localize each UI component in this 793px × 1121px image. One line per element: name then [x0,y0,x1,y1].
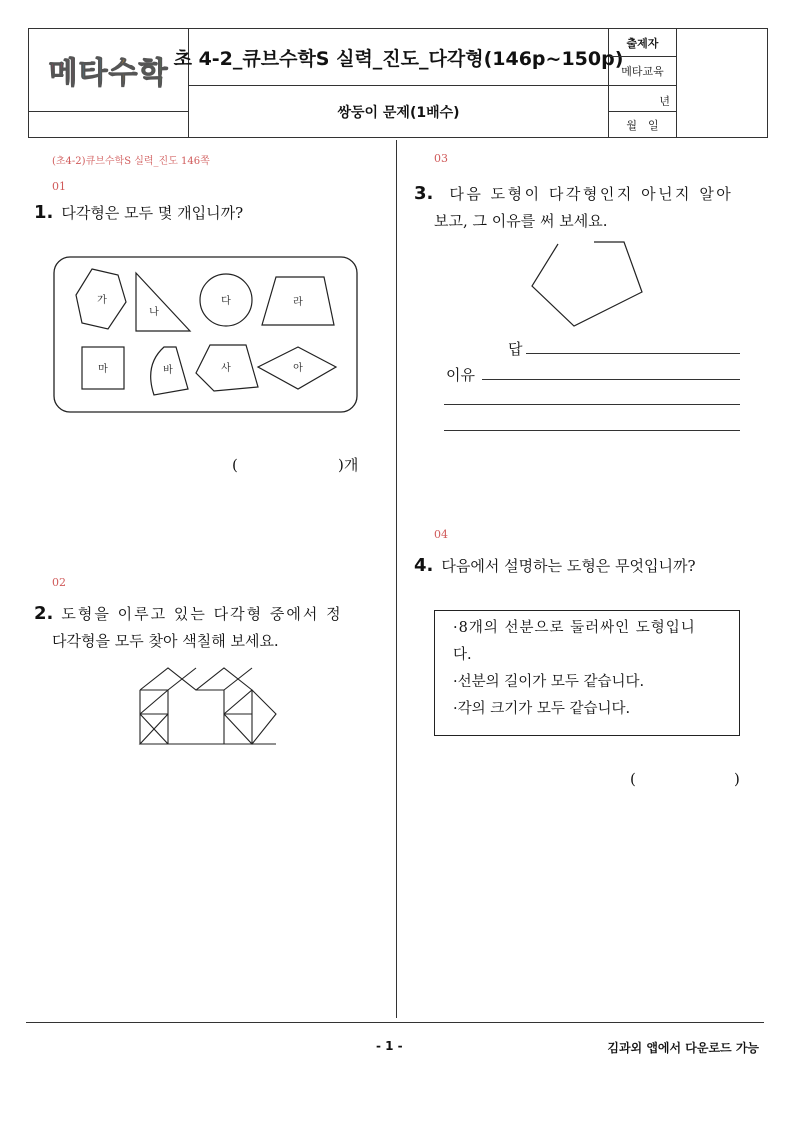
q3-text-line2: 보고, 그 이유를 써 보세요. [434,212,608,230]
author-label: 출제자 [626,36,659,50]
shape-label: 사 [221,363,231,374]
q4-text: 다음에서 설명하는 도형은 무엇입니까? [441,557,696,575]
shape-triangle [136,273,190,331]
q3-question [414,181,744,207]
q4-box-line1: ·8개의 선분으로 둘러싸인 도형입니 [453,620,696,636]
q2-label: 2. [34,603,54,624]
shape-label: 나 [149,307,159,318]
q3-reason-line-3 [444,430,740,431]
q1-answer-open: ( [232,456,238,474]
q1-shapes-figure [52,255,360,415]
footer-note: 김과외 앱에서 다운로드 가능 [607,1041,759,1055]
q1-answer [232,452,238,478]
author-label-cell [609,29,677,57]
year-cell [609,86,677,112]
q1-text: 다각형은 모두 몇 개입니까? [61,204,244,222]
header-table [28,28,768,138]
q4-question [414,553,696,579]
q4-box-line2: 다. [453,647,472,663]
q4-box-line4: ·각의 크기가 모두 같습니다. [453,701,631,717]
q3-number: 03 [434,152,448,165]
q2-figure [138,664,278,748]
q4-box-line3: ·선분의 길이가 모두 같습니다. [453,674,645,690]
q4-number: 04 [434,528,448,541]
logo: 메타수학 [48,56,169,91]
q2-question [34,601,364,627]
footer-rule [26,1022,764,1023]
q2-text-line1: 도형을 이루고 있는 다각형 중에서 정 [61,605,343,623]
q1-answer-close-wrap [338,452,358,478]
q3-label: 3. [414,183,434,204]
q2-question-line2 [52,628,279,654]
q3-text-line1: 다음 도형이 다각형인지 아닌지 알아 [449,185,734,203]
q3-answer-label: 답 [508,340,523,358]
shape-label: 다 [221,296,231,307]
q3-reason-line-2 [444,404,740,405]
year-label: 년 [659,95,670,108]
shape-label: 마 [98,364,108,375]
shape-label: 바 [163,365,173,376]
author-value: 메타교육 [621,65,664,78]
page-number: - 1 - [376,1039,403,1053]
shape-label: 가 [97,295,107,306]
logo-bottom-cell [29,112,189,138]
page-title: 초 4-2_큐브수학S 실력_진도_다각형(146p~150p) [173,47,624,70]
q4-description-box [434,610,740,736]
q1-number: 01 [52,180,66,193]
subtitle: 쌍둥이 문제(1배수) [337,105,460,121]
q3-figure [528,238,648,330]
q1-answer-close: )개 [338,456,359,474]
column-divider [396,140,397,1018]
q4-answer-close: ) [734,770,740,788]
q1-label: 1. [34,202,54,223]
q2-text-line2: 다각형을 모두 찾아 색칠해 보세요. [52,632,279,650]
title-cell [173,29,624,86]
shape-label: 라 [293,297,303,308]
q3-answer-line [526,353,740,354]
q3-question-line2 [434,208,608,234]
q4-answer-open: ( [630,770,636,788]
logo-cell [29,29,189,112]
shape-label: 아 [293,363,303,374]
q1-question [34,200,243,226]
subtitle-cell [189,86,609,138]
month-day-label: 월 일 [626,119,659,132]
open-pentagon [532,242,642,326]
author-value-cell [609,57,677,86]
month-day-cell [609,112,677,138]
q3-reason-line-1 [482,379,740,380]
q4-label: 4. [414,555,434,576]
q2-number: 02 [52,576,66,589]
source-note: (초4-2)큐브수학S 실력_진도 146쪽 [52,156,210,167]
q3-reason-label: 이유 [446,366,475,384]
